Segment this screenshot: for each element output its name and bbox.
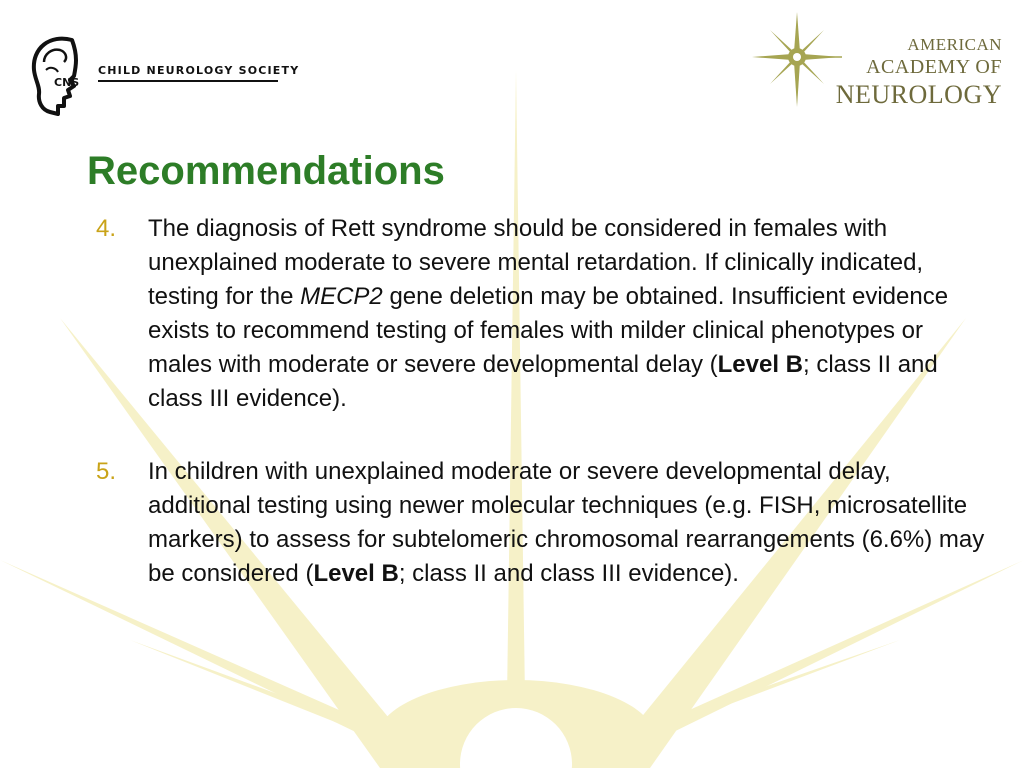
cns-monogram: CNS [54, 76, 80, 89]
cns-society-name: CHILD NEUROLOGY SOCIETY [98, 64, 300, 77]
evidence-level-bold: Level B [313, 560, 399, 587]
cns-underline-divider [98, 80, 278, 82]
recommendation-text [148, 212, 988, 416]
recommendation-number: 4. [96, 215, 117, 242]
recommendation-text [148, 455, 988, 591]
recommendation-text-segment: The diagnosis of Rett syndrome should be considered in females with unexplained moderate to severe mental retardation. If clinically indicated, testing for the [148, 215, 924, 310]
recommendation-text-segment: ; class II and class III evidence). [148, 351, 938, 412]
evidence-level-bold: Level B [717, 351, 803, 378]
recommendation-item [92, 212, 992, 416]
aan-logo [752, 12, 1002, 107]
aan-name-line1: AMERICAN [907, 35, 1002, 54]
aan-name-line3: NEUROLOGY [835, 80, 1002, 109]
recommendation-text-segment: ; class II and class III evidence). [398, 560, 739, 587]
recommendation-item [92, 455, 992, 591]
aan-name-line2: ACADEMY OF [866, 56, 1002, 78]
gene-name-italic: MECP2 [300, 283, 383, 310]
slide-title: Recommendations [87, 149, 445, 193]
recommendations-list [92, 212, 992, 591]
recommendation-text-segment: In children with unexplained moderate or severe developmental delay, additional testing using newer molecular techniques (e.g. FISH, microsatellite markers) to assess for subtelomeric chromosomal rearrangements (6.6%) may be considered ( [148, 458, 985, 587]
recommendation-number: 5. [96, 458, 117, 485]
aan-star-icon [752, 12, 842, 107]
cns-head-profile-icon [28, 36, 98, 118]
cns-logo [28, 36, 300, 118]
recommendation-text-segment: gene deletion may be obtained. Insufficient evidence exists to recommend testing of females with milder clinical phenotypes or males with moderate or severe developmental delay ( [148, 283, 949, 378]
